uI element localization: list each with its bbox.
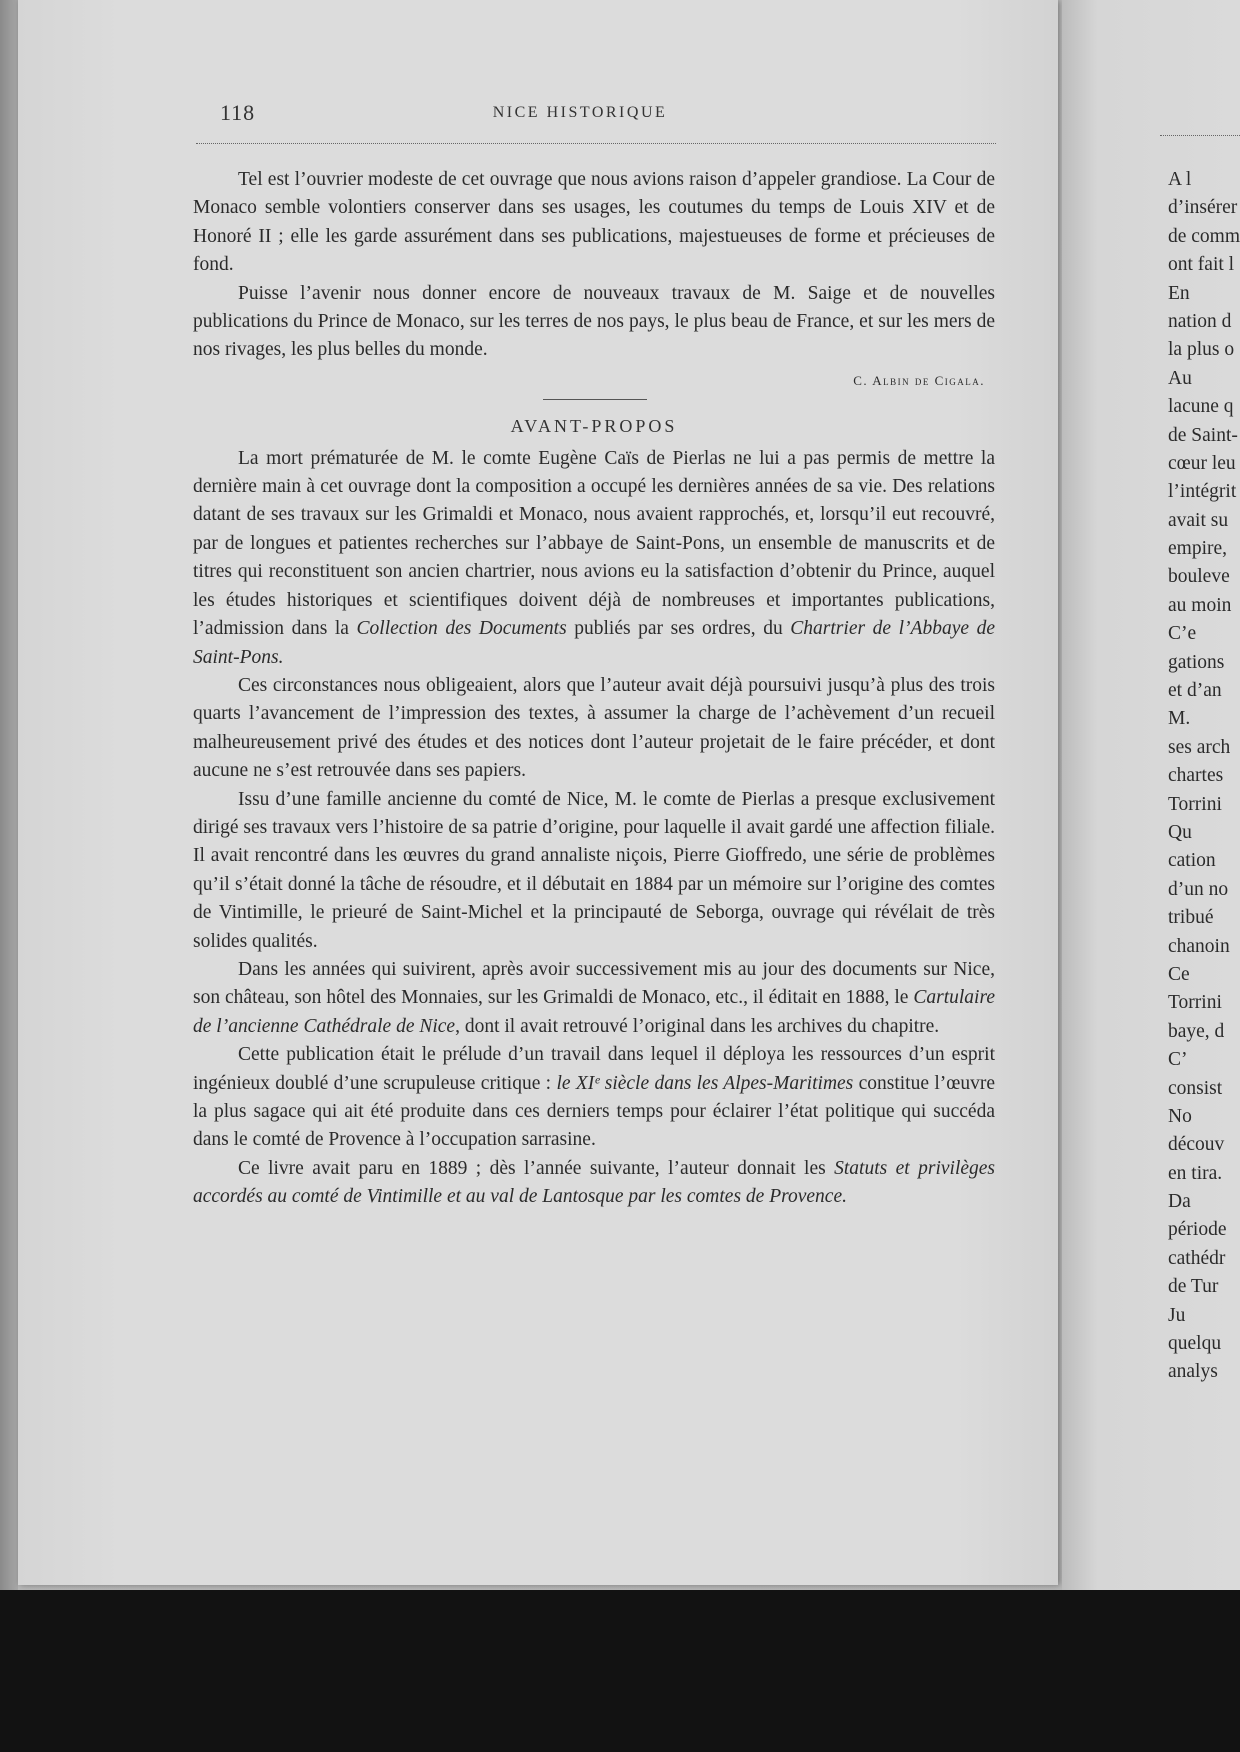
book-edge: [0, 0, 18, 1600]
body-paragraph: [193, 445, 995, 672]
text-run: Dans les années qui suivirent, après avoir successivement mis au jour des documents sur Nice, son château, son hôtel des Monnaies, sur les Grimaldi de Monaco, etc., il éditait en 1888, le: [193, 958, 995, 1009]
right-page-line: analys: [1168, 1361, 1218, 1383]
right-page-text-fragments: [1168, 166, 1240, 1387]
right-page-line: quelqu: [1168, 1333, 1222, 1355]
right-page-line: chanoin: [1168, 935, 1230, 957]
right-page-line: en tira.: [1168, 1162, 1223, 1184]
page-number: 118: [220, 100, 256, 125]
right-page-line: Torrini: [1168, 793, 1222, 815]
right-page-line: C’e: [1168, 623, 1197, 645]
right-page-line: l’intégrit: [1168, 481, 1237, 503]
right-page-line: d’insérer: [1168, 197, 1238, 219]
right-page-header-rule: [1160, 135, 1240, 136]
right-page-line: nation d: [1168, 310, 1232, 332]
text-run: Ce livre avait paru en 1889 ; dès l’année suivante, l’auteur donnait les: [238, 1157, 835, 1179]
header-rule: [196, 143, 996, 144]
text-run: La mort prématurée de M. le comte Eugène Caïs de Pierlas ne lui a pas permis de mettre la dernière main à cet ouvrage dont la composition a occupé les dernières années de sa vie. Des relations datant de ses travaux sur les Grimaldi et Monaco, nous avaient rapprochés, et, lorsqu’il eut recouvré, par de longues et patientes recherches sur l’abbaye de Saint-Pons, un ensemble de manuscrits et de titres qui reconstituent son ancien chartrier, nous avions eu la satisfaction d’obtenir du Prince, auquel les études historiques et scientifiques doivent déjà de nombreuses et importantes publications, l’admission dans la: [193, 447, 995, 640]
italic-title: Chartrier de l’Abbaye de Saint-Pons.: [193, 618, 995, 668]
right-page-line: période: [1168, 1219, 1227, 1241]
intro-paragraph: Puisse l’avenir nous donner encore de nouveaux travaux de M. Saige et de nouvelles publications du Prince de Monaco, sur les terres de nos pays, le plus beau de France, et sur les mers de nos rivages, les plus belles du monde.: [193, 282, 995, 361]
right-page-line: consist: [1168, 1077, 1223, 1099]
right-page-line: Au: [1168, 367, 1192, 389]
right-page-line: cation: [1168, 850, 1216, 872]
right-page-line: M.: [1168, 708, 1191, 730]
right-page-line: ses arch: [1168, 736, 1231, 758]
intro-paragraph: Tel est l’ouvrier modeste de cet ouvrage que nous avions raison d’appeler grandiose. La Cour de Monaco semble volontiers conserver dans ses usages, les coutumes du temps de Louis XIV et de Honoré II ; elle les garde assurément dans ses publications, majestueuses de forme et précieuses de fond.: [193, 169, 995, 276]
right-page-line: empire,: [1168, 538, 1228, 560]
right-page-line: En: [1168, 282, 1190, 304]
right-page-line: Ju: [1168, 1304, 1186, 1326]
right-page-line: Da: [1168, 1191, 1191, 1213]
scanner-background: [0, 1590, 1240, 1752]
right-page-line: Torrini: [1168, 992, 1222, 1014]
right-page-line: A l: [1168, 169, 1192, 190]
right-page-line: avait su: [1168, 509, 1229, 531]
right-page-line: No: [1168, 1105, 1192, 1127]
body-paragraph: [193, 1041, 995, 1155]
body-paragraph: Issu d’une famille ancienne du comté de Nice, M. le comte de Pierlas a presque exclusivement dirigé ses travaux vers l’histoire de sa patrie d’origine, pour laquelle il avait gardé une affection filiale. Il avait rencontré dans les œuvres du grand annaliste niçois, Pierre Gioffredo, une série de problèmes qu’il s’était donné la tâche de résoudre, et il débutait en 1884 par un mémoire sur l’origine des comtes de Vintimille, le prieuré de Saint-Michel et la principauté de Seborga, ouvrage qui révélait de très solides qualités.: [193, 788, 995, 952]
body-paragraph: [193, 956, 995, 1041]
right-page-line: cœur leu: [1168, 452, 1236, 474]
right-page-line: chartes: [1168, 765, 1224, 787]
right-page-line: tribué: [1168, 907, 1214, 929]
text-run: constitue l’œuvre la plus sagace qui ait été produite dans ces derniers temps pour éclairer l’état politique qui succéda dans le comté de Provence à l’occupation sarrasine.: [193, 1072, 995, 1151]
right-page-line: cathédr: [1168, 1247, 1226, 1269]
main-text-column: [193, 166, 995, 1212]
italic-title: Collection des Documents: [356, 618, 567, 640]
right-page-line: d’un no: [1168, 878, 1229, 900]
right-page-line: la plus o: [1168, 339, 1235, 361]
right-page-line: de comm: [1168, 225, 1240, 247]
right-page-line: Ce: [1168, 963, 1190, 985]
author-signature: C. Albin de Cigala.: [853, 372, 985, 388]
text-run: , dont il avait retrouvé l’original dans les archives du chapitre.: [455, 1015, 940, 1037]
section-title: AVANT-PROPOS: [510, 416, 678, 437]
right-page-line: découv: [1168, 1134, 1225, 1156]
body-paragraph: Ces circonstances nous obligeaient, alors que l’auteur avait déjà poursuivi jusqu’à plus des trois quarts l’avancement de l’impression des textes, à assumer la charge de l’achèvement d’un recueil malheureusement privé des études et des notices dont l’auteur projetait de le faire précéder, et dont aucune ne s’est retrouvée dans ses papiers.: [193, 674, 995, 782]
running-head: [0, 0, 1058, 160]
right-page-line: au moin: [1168, 594, 1232, 616]
right-page-line: baye, d: [1168, 1020, 1225, 1042]
body-paragraph: [193, 1155, 995, 1212]
section-divider: [543, 399, 647, 400]
right-page-line: et d’an: [1168, 680, 1222, 702]
text-run: publiés par ses ordres, du: [566, 618, 791, 640]
text-run: Cette publication était le prélude d’un travail dans lequel il déploya les ressources d’un esprit ingénieux doublé d’une scrupuleuse critique :: [193, 1044, 995, 1094]
right-page-line: Qu: [1168, 821, 1192, 843]
journal-title: NICE HISTORIQUE: [492, 104, 668, 121]
right-page-line: lacune q: [1168, 396, 1234, 418]
right-page-line: de Saint-: [1168, 424, 1238, 446]
right-page-line: gations: [1168, 651, 1225, 673]
right-page-line: ont fait l: [1168, 254, 1235, 276]
italic-title: Cartulaire de l’ancienne Cathédrale de Nice: [193, 987, 995, 1037]
right-page-line: de Tur: [1168, 1276, 1219, 1298]
italic-title: le XIᵉ siècle dans les Alpes-Maritimes: [556, 1072, 854, 1094]
right-page-line: C’: [1168, 1049, 1188, 1071]
right-page-line: bouleve: [1168, 566, 1230, 588]
italic-title: Statuts et privilèges accordés au comté de Vintimille et au val de Lantosque par les comtes de Provence.: [193, 1157, 996, 1208]
